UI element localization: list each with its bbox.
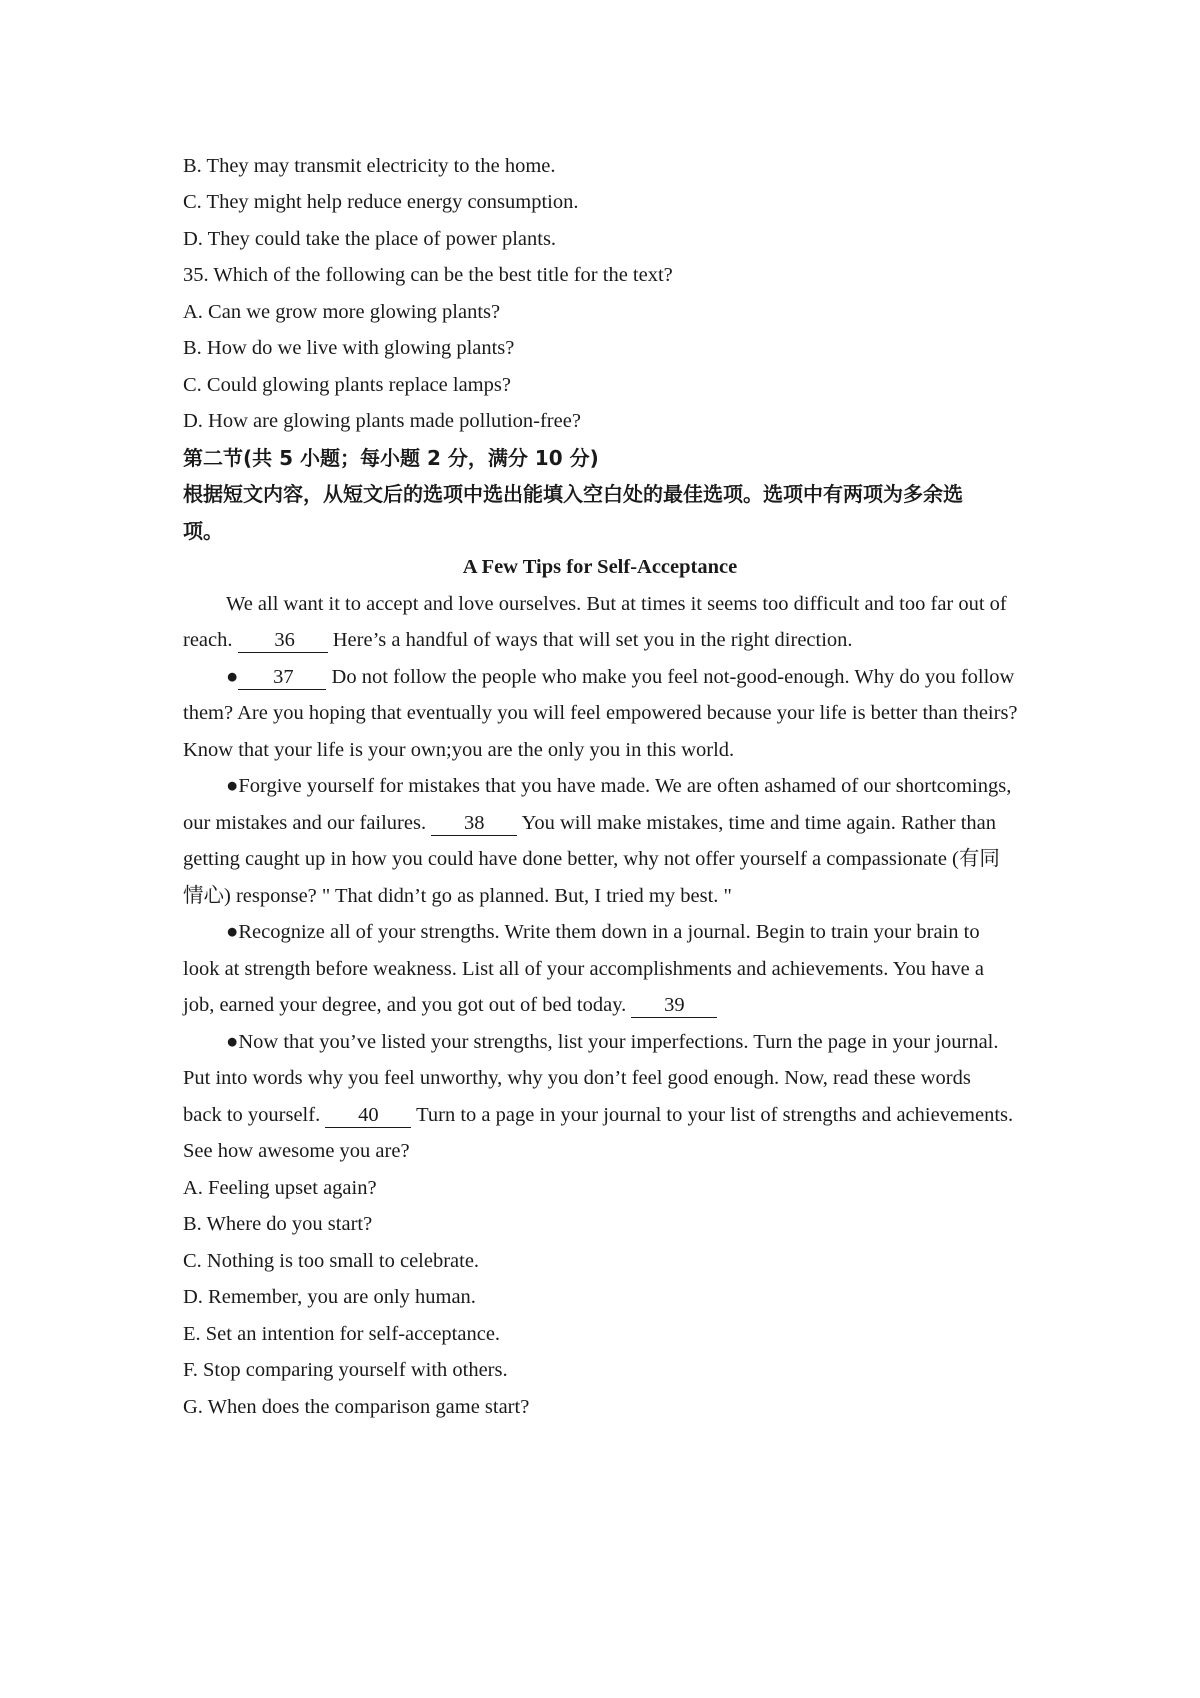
paragraph-3-line-4: 情心) response? " That didn’t go as planned. But, I tried my best. " xyxy=(183,885,732,907)
q34-option-d: D. They could take the place of power plants. xyxy=(183,228,557,250)
blank-36: 36 xyxy=(238,630,328,653)
q34-option-b: B. They may transmit electricity to the home. xyxy=(183,155,556,177)
q34-option-c: C. They might help reduce energy consumption. xyxy=(183,191,579,213)
paragraph-3-line-2 xyxy=(183,813,996,836)
text-segment: back to yourself. xyxy=(183,1104,326,1126)
blank-38: 38 xyxy=(431,813,517,836)
text-segment: Here’s a handful of ways that will set you in the right direction. xyxy=(327,629,853,651)
q35-option-c: C. Could glowing plants replace lamps? xyxy=(183,374,511,396)
paragraph-3-line-3: getting caught up in how you could have done better, why not offer yourself a compassionate (有同 xyxy=(183,848,1000,870)
paragraph-5-line-4: See how awesome you are? xyxy=(183,1140,410,1162)
section-heading: 第二节(共 5 小题；每小题 2 分，满分 10 分) xyxy=(183,446,599,470)
paragraph-4-line-1: ●Recognize all of your strengths. Write them down in a journal. Begin to train your brain to xyxy=(226,921,980,943)
blank-40: 40 xyxy=(325,1105,411,1128)
choice-a: A. Feeling upset again? xyxy=(183,1177,377,1199)
paragraph-1-line-2 xyxy=(183,630,853,653)
paragraph-4-line-3 xyxy=(183,995,717,1018)
section-instruction-cont: 项。 xyxy=(183,519,223,543)
text-segment: job, earned your degree, and you got out of bed today. xyxy=(183,994,632,1016)
paragraph-5-line-1: ●Now that you’ve listed your strengths, list your imperfections. Turn the page in your journal. xyxy=(226,1031,999,1053)
paragraph-4-line-2: look at strength before weakness. List all of your accomplishments and achievements. You have a xyxy=(183,958,985,980)
choice-b: B. Where do you start? xyxy=(183,1213,373,1235)
q35-option-a: A. Can we grow more glowing plants? xyxy=(183,301,501,323)
paragraph-2-line-2: them? Are you hoping that eventually you will feel empowered because your life is better than theirs? xyxy=(183,702,1018,724)
paragraph-2-line-3: Know that your life is your own;you are the only you in this world. xyxy=(183,739,735,761)
section-instruction: 根据短文内容，从短文后的选项中选出能填入空白处的最佳选项。选项中有两项为多余选 xyxy=(183,482,963,506)
choice-e: E. Set an intention for self-acceptance. xyxy=(183,1323,501,1345)
q35-option-d: D. How are glowing plants made pollution-free? xyxy=(183,410,581,432)
choice-c: C. Nothing is too small to celebrate. xyxy=(183,1250,480,1272)
paragraph-3-line-1: ●Forgive yourself for mistakes that you have made. We are often ashamed of our shortcomings, xyxy=(226,775,1012,797)
text-segment: Turn to a page in your journal to your list of strengths and achievements. xyxy=(411,1104,1014,1126)
text-segment: reach. xyxy=(183,629,238,651)
choice-d: D. Remember, you are only human. xyxy=(183,1286,476,1308)
paragraph-5-line-2: Put into words why you feel unworthy, why you don’t feel good enough. Now, read these words xyxy=(183,1067,971,1089)
text-segment: our mistakes and our failures. xyxy=(183,812,432,834)
text-segment: You will make mistakes, time and time again. Rather than xyxy=(517,812,997,834)
blank-39: 39 xyxy=(631,995,717,1018)
text-segment: Do not follow the people who make you feel not-good-enough. Why do you follow xyxy=(326,666,1015,688)
paragraph-5-line-3 xyxy=(183,1105,1013,1128)
choice-g: G. When does the comparison game start? xyxy=(183,1396,530,1418)
paragraph-2-line-1 xyxy=(226,667,1014,690)
choice-f: F. Stop comparing yourself with others. xyxy=(183,1359,508,1381)
blank-37: 37 xyxy=(238,667,326,690)
bullet: ● xyxy=(226,666,239,688)
q35-stem: 35. Which of the following can be the best title for the text? xyxy=(183,264,673,286)
passage-title: A Few Tips for Self-Acceptance xyxy=(462,556,738,578)
paragraph-1-line-1: We all want it to accept and love ourselves. But at times it seems too difficult and too far out of xyxy=(226,593,1007,615)
q35-option-b: B. How do we live with glowing plants? xyxy=(183,337,515,359)
